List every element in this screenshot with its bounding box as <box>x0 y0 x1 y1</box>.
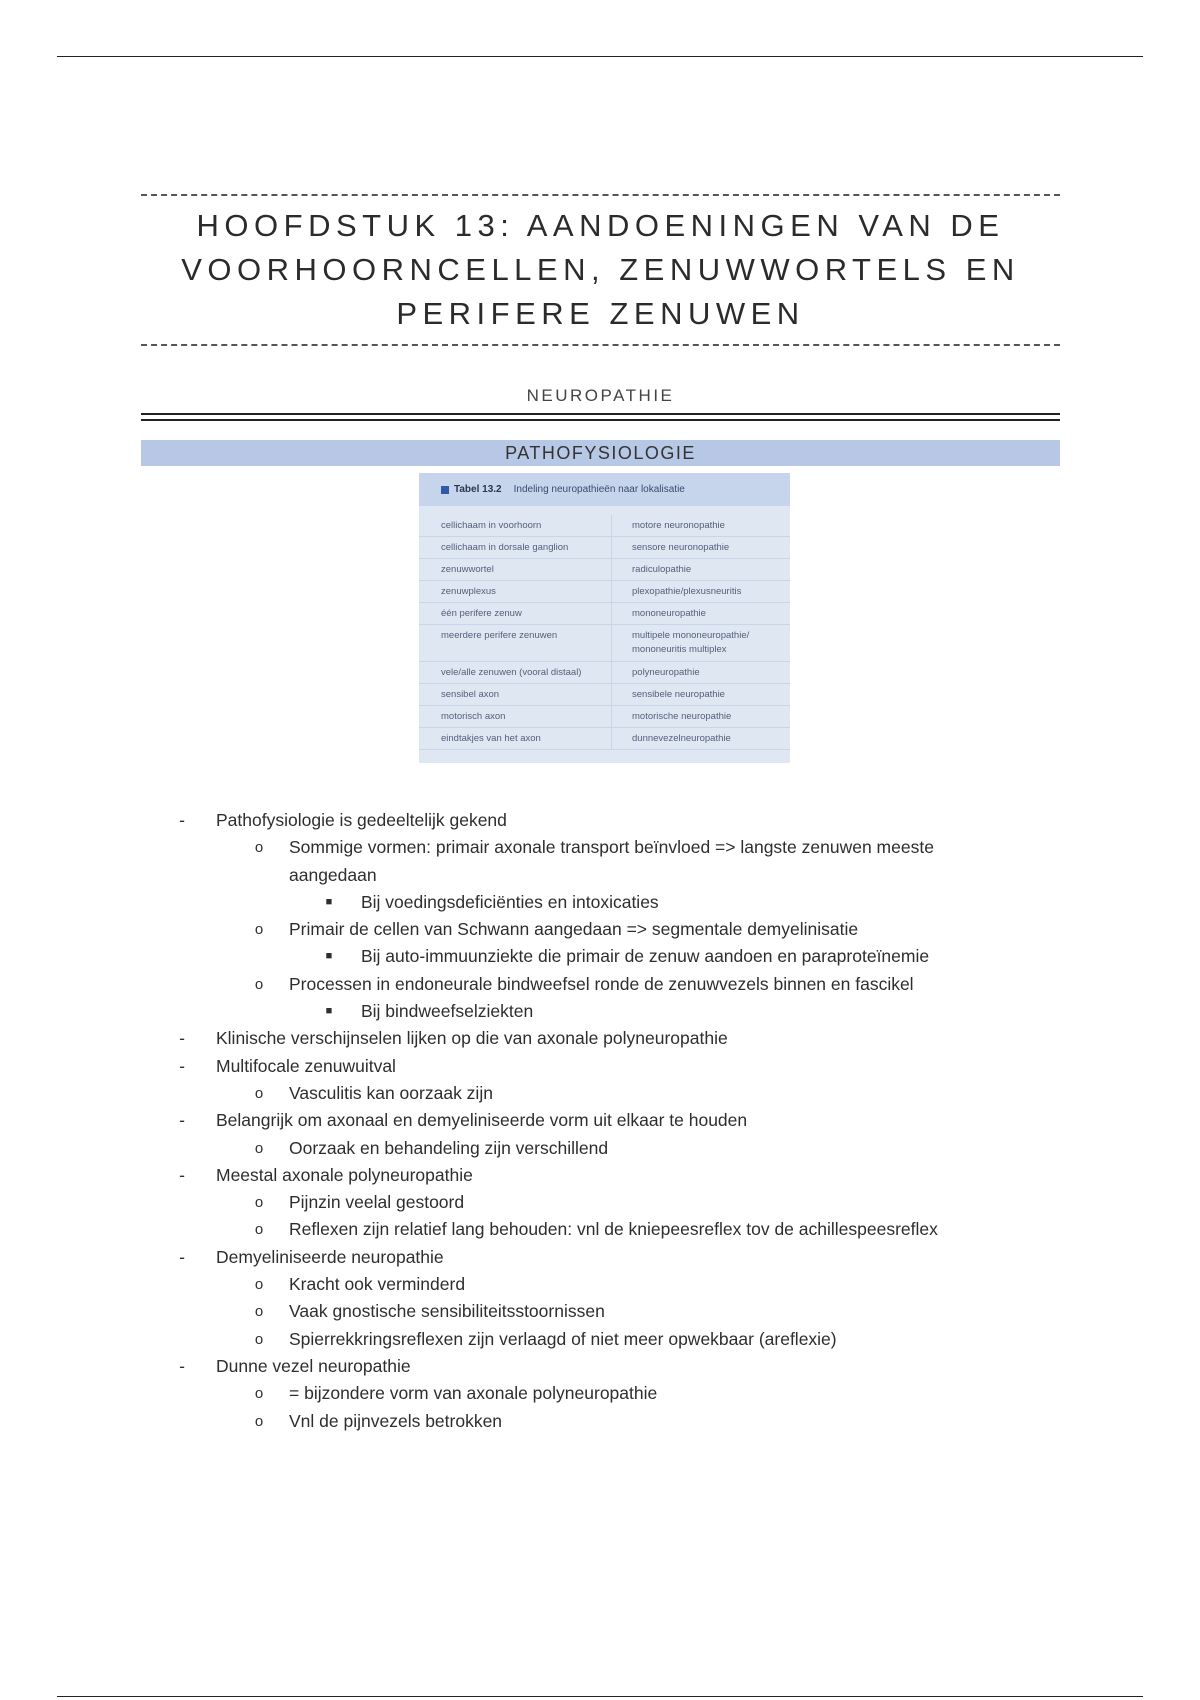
page-bottom-rule <box>57 1696 1143 1697</box>
list-item-text: = bijzondere vorm van axonale polyneuropathie <box>289 1383 658 1404</box>
list-item-text: Belangrijk om axonaal en demyeliniseerde vorm uit elkaar te houden <box>216 1110 748 1131</box>
circle-bullet-icon: o <box>254 1412 264 1430</box>
table-row <box>419 581 790 603</box>
table-row <box>419 662 790 684</box>
square-bullet-icon: ■ <box>325 1005 333 1018</box>
circle-bullet-icon: o <box>254 1221 264 1239</box>
circle-bullet-icon: o <box>254 1276 264 1294</box>
list-item-text: Vasculitis kan oorzaak zijn <box>289 1082 493 1103</box>
list-item-text: aangedaan <box>289 864 377 885</box>
table-cell-location: zenuwplexus <box>419 581 612 602</box>
square-bullet-icon: ■ <box>325 950 333 963</box>
list-item <box>0 1162 1200 1189</box>
list-item-text: Sommige vormen: primair axonale transport beïnvloed => langste zenuwen meeste <box>289 837 934 858</box>
list-item <box>0 1053 1200 1080</box>
dash-bullet-icon: - <box>179 1028 185 1049</box>
table-cell-type: plexopathie/plexusneuritis <box>632 586 742 597</box>
section-double-rule <box>141 413 1060 421</box>
list-item-text: Multifocale zenuwuitval <box>216 1055 396 1076</box>
dash-bullet-icon: - <box>179 1164 185 1185</box>
list-item-text: Vnl de pijnvezels betrokken <box>289 1410 503 1431</box>
circle-bullet-icon: o <box>254 1084 264 1102</box>
table-row <box>419 559 790 581</box>
list-item-text: Pathofysiologie is gedeeltelijk gekend <box>216 810 507 830</box>
table-row <box>419 625 790 662</box>
table-label-square-icon <box>441 486 449 494</box>
list-item-text: Bij bindweefselziekten <box>361 1001 534 1022</box>
list-item <box>0 889 1200 916</box>
table-cell-type: dunnevezelneuropathie <box>632 733 731 744</box>
circle-bullet-icon: o <box>254 1139 264 1157</box>
table-cell-type: sensore neuronopathie <box>632 542 730 553</box>
table-cell-location: eindtakjes van het axon <box>419 728 612 749</box>
table-row <box>419 515 790 537</box>
table-caption-text: Indeling neuropathieën naar lokalisatie <box>513 484 685 495</box>
table-cell-location: zenuwwortel <box>419 559 612 580</box>
table-cell-location: sensibel axon <box>419 684 612 705</box>
list-item <box>0 1298 1200 1325</box>
list-item <box>0 1326 1200 1353</box>
circle-bullet-icon: o <box>254 839 264 857</box>
list-item-text: Meestal axonale polyneuropathie <box>216 1164 473 1185</box>
list-item-text: Klinische verschijnselen lijken op die van axonale polyneuropathie <box>216 1028 728 1049</box>
list-item <box>0 916 1200 943</box>
table-cell-location: vele/alle zenuwen (vooral distaal) <box>419 662 612 683</box>
table-cell-type: motore neuronopathie <box>632 520 725 531</box>
table-cell-type: radiculopathie <box>632 564 692 575</box>
list-item <box>0 943 1200 970</box>
list-item-text: Oorzaak en behandeling zijn verschillend <box>289 1137 609 1158</box>
list-item <box>0 1080 1200 1107</box>
dash-bullet-icon: - <box>179 810 185 830</box>
dash-bullet-icon: - <box>179 1246 185 1267</box>
list-item <box>0 1380 1200 1407</box>
subsection-title: PATHOFYSIOLOGIE <box>141 440 1060 466</box>
section-title: NEUROPATHIE <box>526 386 675 405</box>
table-cell-type: mononeuropathie <box>632 608 706 619</box>
table-row <box>419 706 790 728</box>
list-item-text: Dunne vezel neuropathie <box>216 1355 411 1376</box>
list-item-text: Processen in endoneurale bindweefsel ronde de zenuwvezels binnen en fascikel <box>289 973 914 994</box>
table-cell-location: één perifere zenuw <box>419 603 612 624</box>
table-row <box>419 537 790 559</box>
table-cell-type: motorische neuropathie <box>632 711 732 722</box>
table-label: Tabel 13.2 <box>454 484 502 495</box>
list-item-text: Spierrekkringsreflexen zijn verlaagd of niet meer opwekbaar (areflexie) <box>289 1328 837 1349</box>
list-item <box>0 1244 1200 1271</box>
table-cell-location: motorisch axon <box>419 706 612 727</box>
list-item-text: Kracht ook verminderd <box>289 1274 466 1295</box>
page-top-rule <box>57 56 1143 57</box>
list-item <box>0 1107 1200 1134</box>
table-body <box>419 506 790 750</box>
chapter-title: HOOFDSTUK 13: AANDOENINGEN VAN DE VOORHOORNCELLEN, ZENUWWORTELS EN PERIFERE ZENUWEN <box>181 208 1020 331</box>
circle-bullet-icon: o <box>254 1194 264 1212</box>
circle-bullet-icon: o <box>254 1385 264 1403</box>
table-cell-location: cellichaam in voorhoorn <box>419 515 612 536</box>
table-caption <box>419 473 790 506</box>
list-item-text: Primair de cellen van Schwann aangedaan => segmentale demyelinisatie <box>289 919 859 940</box>
list-item <box>0 1135 1200 1162</box>
list-item <box>0 1271 1200 1298</box>
chapter-title-box <box>141 194 1060 346</box>
list-item <box>0 807 1200 834</box>
list-item-continuation <box>0 862 1200 889</box>
list-item-text: Pijnzin veelal gestoord <box>289 1192 465 1213</box>
table-cell-location: cellichaam in dorsale ganglion <box>419 537 612 558</box>
table-row <box>419 684 790 706</box>
list-item <box>0 971 1200 998</box>
neuropathy-table-figure <box>419 473 790 763</box>
dash-bullet-icon: - <box>179 1110 185 1131</box>
list-item-text: Vaak gnostische sensibiliteitsstoornissen <box>289 1301 605 1322</box>
list-item <box>0 1189 1200 1216</box>
table-cell-type: sensibele neuropathie <box>632 689 725 700</box>
table-cell-location: meerdere perifere zenuwen <box>419 625 612 661</box>
list-item <box>0 1353 1200 1380</box>
table-row <box>419 603 790 625</box>
list-item <box>0 1408 1200 1435</box>
table-cell-type: multipele mononeuropathie/ mononeuritis multiplex <box>632 630 750 655</box>
dash-bullet-icon: - <box>179 1355 185 1376</box>
list-item-text: Demyeliniseerde neuropathie <box>216 1246 444 1267</box>
circle-bullet-icon: o <box>254 975 264 993</box>
circle-bullet-icon: o <box>254 1303 264 1321</box>
table-row <box>419 728 790 750</box>
list-item <box>0 998 1200 1025</box>
list-item <box>0 1025 1200 1052</box>
list-item-text: Bij auto-immuunziekte die primair de zenuw aandoen en paraproteïnemie <box>361 946 930 967</box>
circle-bullet-icon: o <box>254 1330 264 1348</box>
list-item <box>0 834 1200 861</box>
list-item-text: Reflexen zijn relatief lang behouden: vnl de kniepeesreflex tov de achillespeesreflex <box>289 1219 938 1240</box>
list-item <box>0 1216 1200 1243</box>
circle-bullet-icon: o <box>254 921 264 939</box>
dash-bullet-icon: - <box>179 1055 185 1076</box>
table-cell-type: polyneuropathie <box>632 667 700 678</box>
list-item-text: Bij voedingsdeficiënties en intoxicaties <box>361 891 659 912</box>
bullet-list <box>0 807 1200 1435</box>
square-bullet-icon: ■ <box>325 895 333 908</box>
